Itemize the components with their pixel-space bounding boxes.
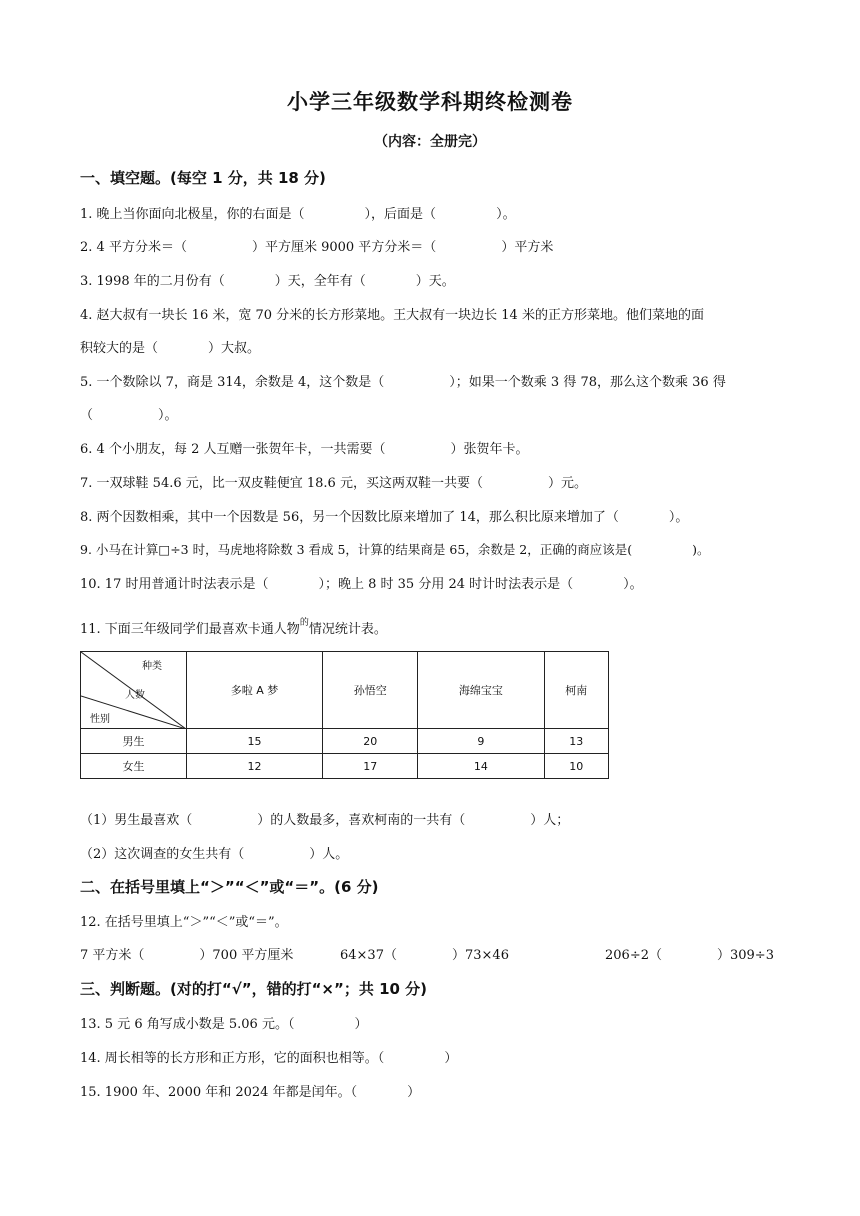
column-header: 多啦 A 梦 — [187, 652, 323, 729]
question-11: 11. 下面三年级同学们最喜欢卡通人物$^的$情况统计表。 — [80, 618, 387, 637]
table-cell: 12 — [187, 754, 323, 779]
table-cell: 15 — [187, 729, 323, 754]
question-4-line-2: 积较大的是（ ）大叔。 — [80, 341, 261, 356]
corner-gender-label: 性别 — [90, 714, 110, 725]
page-subtitle: （内容：全册完） — [374, 134, 486, 150]
question-9: 9. 小马在计算□÷3 时，马虎地将除数 3 看成 5，计算的结果商是 65，余数是 2，正确的商应该是( )。 — [80, 542, 710, 557]
corner-category-label: 种类 — [142, 661, 162, 672]
question-11-part-1: （1）男生最喜欢（ ）的人数最多，喜欢柯南的一共有（ ）人； — [80, 813, 570, 828]
table-cell: 9 — [418, 729, 544, 754]
question-13: 13. 5 元 6 角写成小数是 5.06 元。（ ） — [80, 1017, 368, 1032]
question-12-item-2: 64×37（ ）73×46 — [340, 948, 509, 963]
table-cell: 13 — [544, 729, 609, 754]
cartoon-survey-table — [80, 651, 609, 779]
question-12: 12. 在括号里填上“＞”“＜”或“＝”。 — [80, 915, 288, 930]
section-fill-in: 一、填空题。(每空 1 分，共 18 分) — [80, 169, 326, 187]
question-12-item-3: 206÷2（ ）309÷3 — [605, 948, 774, 963]
question-10: 10. 17 时用普通计时法表示是（ ）；晚上 8 时 35 分用 24 时计时法表示是（ ）。 — [80, 577, 643, 592]
question-6: 6. 4 个小朋友，每 2 人互赠一张贺年卡，一共需要（ ）张贺年卡。 — [80, 442, 529, 457]
row-label: 男生 — [81, 729, 187, 754]
question-11-part-2: （2）这次调查的女生共有（ ）人。 — [80, 847, 349, 862]
table-cell: 20 — [323, 729, 418, 754]
row-label: 女生 — [81, 754, 187, 779]
question-3: 3. 1998 年的二月份有（ ）天，全年有（ ）天。 — [80, 274, 455, 289]
question-5-line-2: （ ）。 — [80, 408, 178, 423]
section-compare: 二、在括号里填上“＞”“＜”或“＝”。(6 分) — [80, 878, 379, 896]
column-header: 孙悟空 — [323, 652, 418, 729]
table-cell: 10 — [544, 754, 609, 779]
column-header: 柯南 — [544, 652, 609, 729]
question-8: 8. 两个因数相乘，其中一个因数是 56，另一个因数比原来增加了 14，那么积比原来增加了（ ）。 — [80, 510, 689, 525]
question-7: 7. 一双球鞋 54.6 元，比一双皮鞋便宜 18.6 元，买这两双鞋一共要（ ）元。 — [80, 476, 587, 491]
table-cell: 14 — [418, 754, 544, 779]
question-5-line-1: 5. 一个数除以 7，商是 314，余数是 4，这个数是（ ）；如果一个数乘 3 得 78，那么这个数乘 36 得 — [80, 375, 726, 390]
question-15: 15. 1900 年、2000 年和 2024 年都是闰年。（ ） — [80, 1085, 421, 1100]
table-cell: 17 — [323, 754, 418, 779]
section-true-false: 三、判断题。(对的打“√”，错的打“×”；共 10 分) — [80, 980, 428, 998]
question-12-item-1: 7 平方米（ ）700 平方厘米 — [80, 948, 294, 963]
question-14: 14. 周长相等的长方形和正方形，它的面积也相等。（ ） — [80, 1051, 458, 1066]
page-title: 小学三年级数学科期终检测卷 — [287, 90, 573, 114]
question-1: 1. 晚上当你面向北极星，你的右面是（ ），后面是（ ）。 — [80, 207, 516, 222]
corner-count-label: 人数 — [125, 690, 145, 701]
table-row — [81, 754, 609, 779]
column-header: 海绵宝宝 — [418, 652, 544, 729]
question-2: 2. 4 平方分米＝（ ）平方厘米 9000 平方分米＝（ ）平方米 — [80, 240, 554, 255]
table-row — [81, 729, 609, 754]
question-4-line-1: 4. 赵大叔有一块长 16 米，宽 70 分米的长方形菜地。王大叔有一块边长 14 米的正方形菜地。他们菜地的面 — [80, 308, 704, 323]
table-corner-header — [81, 652, 187, 729]
